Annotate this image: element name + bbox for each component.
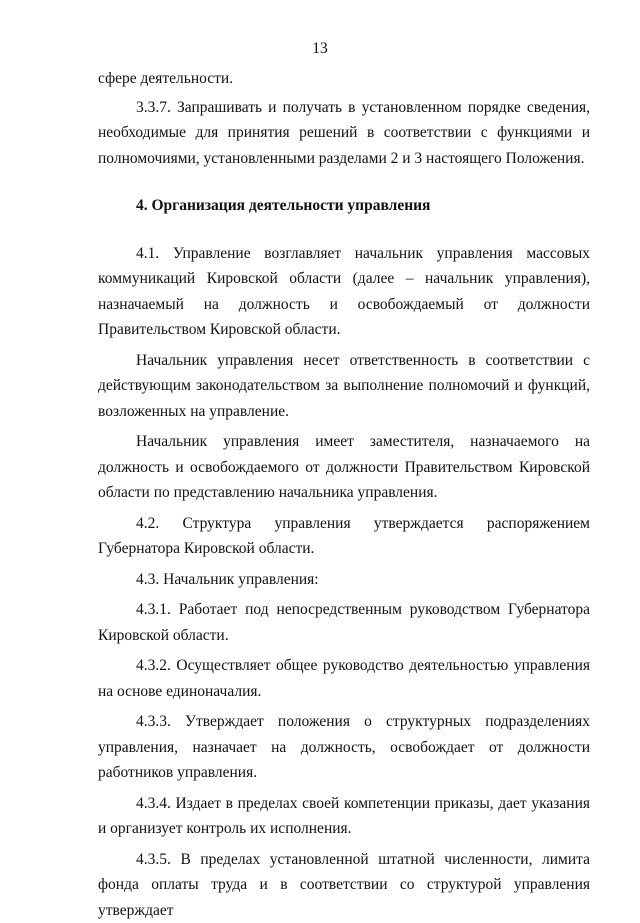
- paragraph-3-3-7: 3.3.7. Запрашивать и получать в установленном порядке сведения, необходимые для принятия решений в соответствии с функциями и полномочиями, установленными разделами 2 и 3 настоящего Положения.: [98, 95, 590, 172]
- paragraph-4-2: 4.2. Структура управления утверждается распоряжением Губернатора Кировской области.: [98, 511, 590, 562]
- paragraph-4-1: 4.1. Управление возглавляет начальник управления массовых коммуникаций Кировской области (далее – начальник управления), назначаемый на должность и освобождаемый от должности Правительством Кировской области.: [98, 241, 590, 343]
- paragraph-sfere: сфере деятельности.: [98, 66, 590, 92]
- paragraph-head-deputy: Начальник управления имеет заместителя, назначаемого на должность и освобождаемого от должности Правительством Кировской области по представлению начальника управления.: [98, 429, 590, 506]
- paragraph-4-3-2: 4.3.2. Осуществляет общее руководство деятельностью управления на основе единоначалия.: [98, 653, 590, 704]
- section-heading: 4. Организация деятельности управления: [136, 193, 590, 219]
- paragraph-4-3: 4.3. Начальник управления:: [98, 567, 590, 593]
- document-body: [98, 66, 590, 923]
- paragraph-4-3-4: 4.3.4. Издает в пределах своей компетенции приказы, дает указания и организует контроль их исполнения.: [98, 791, 590, 842]
- paragraph-head-responsibility: Начальник управления несет ответственность в соответствии с действующим законодательством за выполнение полномочий и функций, возложенных на управление.: [98, 348, 590, 425]
- paragraph-4-3-1: 4.3.1. Работает под непосредственным руководством Губернатора Кировской области.: [98, 597, 590, 648]
- page-number: 13: [0, 40, 640, 58]
- paragraph-4-3-3: 4.3.3. Утверждает положения о структурных подразделениях управления, назначает на должность, освобождает от должности работников управления.: [98, 709, 590, 786]
- paragraph-4-3-5: 4.3.5. В пределах установленной штатной численности, лимита фонда оплаты труда и в соответствии со структурой управления утверждает: [98, 847, 590, 923]
